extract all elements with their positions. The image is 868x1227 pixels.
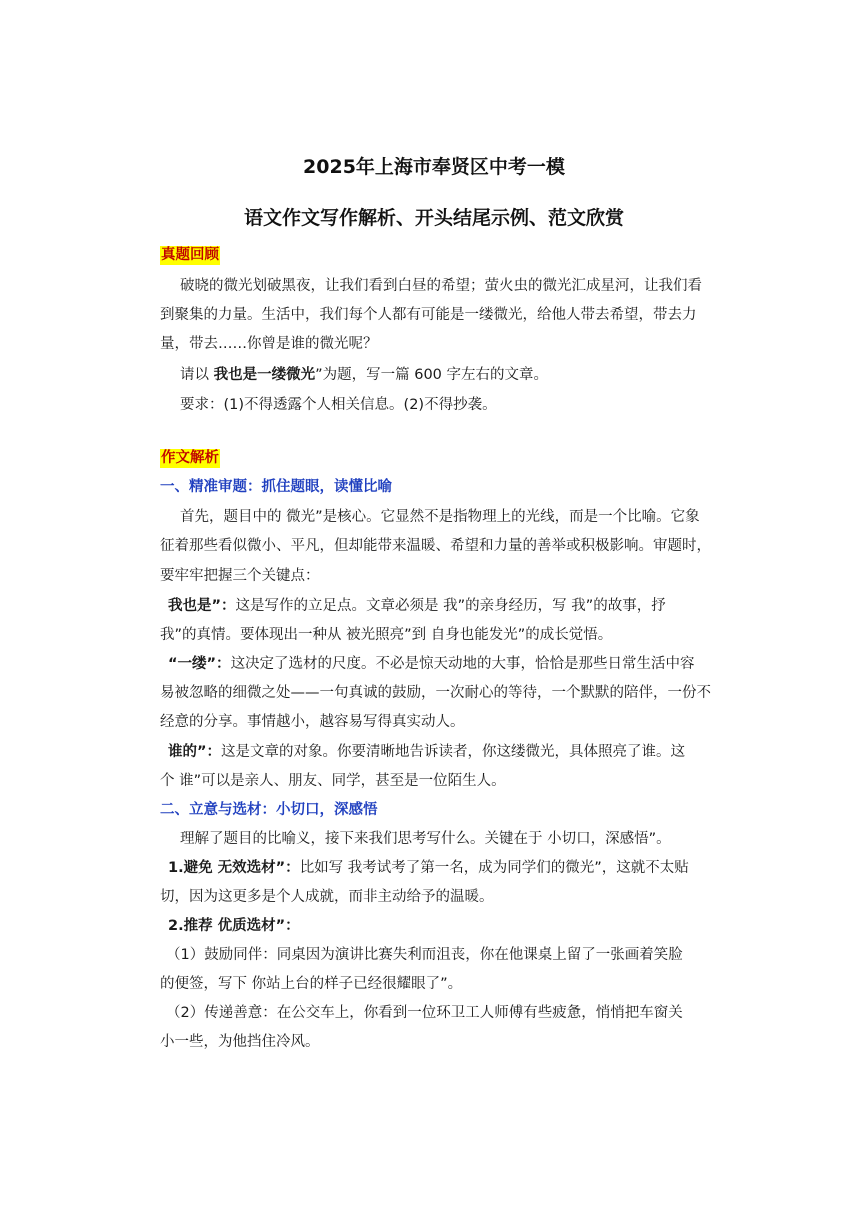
prompt-title: 我也是一缕微光 (213, 367, 316, 383)
example-1-line: （1）鼓励同伴：同桌因为演讲比赛失利而沮丧，你在他课桌上留了一张画着笑脸 (166, 947, 683, 963)
key-point-text: 这决定了选材的尺度。不必是惊天动地的大事，恰恰是那些日常生活中容 (230, 656, 695, 672)
paragraph-line: 经意的分享。事情越小，越容易写得真实动人。 (160, 714, 465, 730)
section-heading-review: 真题回顾 (161, 247, 219, 263)
avoid-point (168, 858, 780, 878)
recommend-label: 2.推荐 优质选材”： (168, 918, 300, 934)
avoid-text: 比如写 我考试考了第一名，成为同学们的微光”，这就不太贴 (299, 860, 689, 876)
paragraph-line: 首先，题目中的 微光”是核心。它显然不是指物理上的光线，而是一个比喻。它象 (180, 509, 700, 525)
paragraph-line: 量，带去……你曾是谁的微光呢？ (160, 336, 378, 352)
example-2-line: （2）传递善意：在公交车上，你看到一位环卫工人师傅有些疲惫，悄悄把车窗关 (166, 1005, 683, 1021)
requirements-line: 要求：(1)不得透露个人相关信息。(2)不得抄袭。 (180, 397, 497, 413)
subheading-1: 一、精准审题：抓住题眼，读懂比喻 (160, 479, 392, 495)
key-point-label: “一缕”： (168, 656, 231, 672)
key-point-text: 这是文章的对象。你要清晰地告诉读者，你这缕微光，具体照亮了谁。这 (221, 744, 686, 760)
paragraph-line: 个 谁”可以是亲人、朋友、同学，甚至是一位陌生人。 (160, 773, 506, 789)
key-point-label: 我也是”： (168, 598, 236, 614)
paragraph-line: 切，因为这更多是个人成就，而非主动给予的温暖。 (160, 889, 494, 905)
prompt-line (180, 365, 792, 385)
key-point-label: 谁的”： (168, 744, 222, 760)
paragraph-line: 到聚集的力量。生活中，我们每个人都有可能是一缕微光，给他人带去希望，带去力 (160, 307, 697, 323)
prompt-pre: 请以 (180, 367, 214, 383)
paragraph-line: 的便签，写下 你站上台的样子已经很耀眼了”。 (160, 976, 463, 992)
prompt-post: ”为题，写一篇 600 字左右的文章。 (315, 367, 549, 383)
paragraph-line: 破晓的微光划破黑夜，让我们看到白昼的希望；萤火虫的微光汇成星河，让我们看 (180, 278, 702, 294)
avoid-label: 1.避免 无效选材”： (168, 860, 300, 876)
key-point-2 (168, 654, 780, 674)
paragraph-line: 小一些，为他挡住冷风。 (160, 1034, 320, 1050)
paragraph-line: 理解了题目的比喻义，接下来我们思考写什么。关键在于 小切口，深感悟”。 (180, 831, 671, 847)
paragraph-line: 我”的真情。要体现出一种从 被光照亮”到 自身也能发光”的成长觉悟。 (160, 627, 613, 643)
key-point-3 (168, 742, 780, 762)
section-heading-analysis: 作文解析 (161, 450, 219, 466)
paragraph-line: 易被忽略的细微之处——一句真诚的鼓励，一次耐心的等待，一个默默的陪伴，一份不 (160, 685, 711, 701)
document-title: 2025年上海市奉贤区中考一模 (303, 156, 565, 178)
paragraph-line: 要牢牢把握三个关键点： (160, 568, 320, 584)
key-point-text: 这是写作的立足点。文章必须是 我”的亲身经历，写 我”的故事，抒 (235, 598, 666, 614)
paragraph-line: 征着那些看似微小、平凡，但却能带来温暖、希望和力量的善举或积极影响。审题时， (160, 538, 711, 554)
key-point-1 (168, 596, 780, 616)
subheading-2: 二、立意与选材：小切口，深感悟 (160, 802, 378, 818)
document-subtitle: 语文作文写作解析、开头结尾示例、范文欣赏 (243, 207, 624, 229)
